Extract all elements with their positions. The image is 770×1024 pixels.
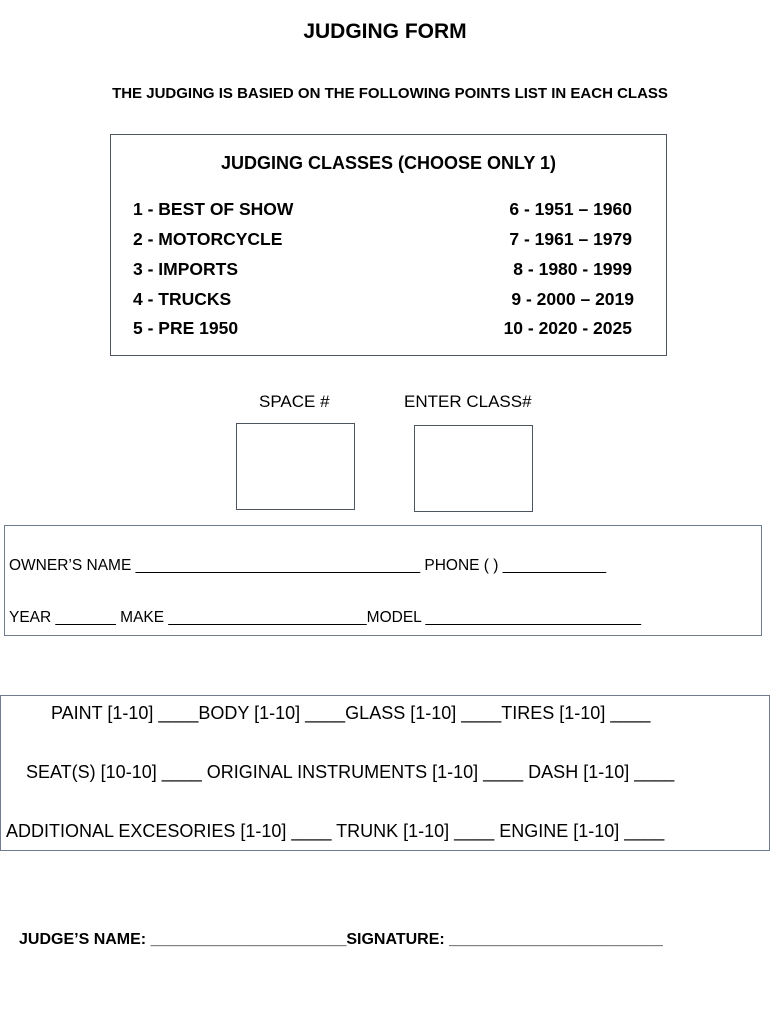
judge-name-signature-line[interactable]: JUDGE’S NAME: ______________________SIGNATURE: ________________________ xyxy=(19,931,663,948)
form-subtitle: THE JUDGING IS BASIED ON THE FOLLOWING POINTS LIST IN EACH CLASS xyxy=(112,85,668,102)
score-line-accessories-trunk-engine[interactable]: ADDITIONAL EXCESORIES [1-10] ____ TRUNK [1-10] ____ ENGINE [1-10] ____ xyxy=(6,821,665,841)
class-option-5: 5 - PRE 1950 xyxy=(133,318,239,338)
class-option-10: 10 - 2020 - 2025 xyxy=(503,318,632,338)
class-number-field[interactable] xyxy=(414,425,533,512)
score-line-paint-body-glass-tires[interactable]: PAINT [1-10] ____BODY [1-10] ____GLASS [1-10] ____TIRES [1-10] ____ xyxy=(51,703,651,723)
owner-name-phone-line[interactable]: OWNER’S NAME _________________________________ PHONE ( ) ____________ xyxy=(9,557,607,574)
owner-info-box xyxy=(4,525,762,636)
class-option-3: 3 - IMPORTS xyxy=(133,259,239,279)
class-option-1: 1 - BEST OF SHOW xyxy=(133,199,294,219)
class-option-8: 8 - 1980 - 1999 xyxy=(513,259,632,279)
class-option-9: 9 - 2000 – 2019 xyxy=(511,289,634,309)
judging-classes-box xyxy=(110,134,667,356)
class-option-4: 4 - TRUCKS xyxy=(133,289,232,309)
space-number-field[interactable] xyxy=(236,423,355,510)
class-option-2: 2 - MOTORCYCLE xyxy=(133,229,283,249)
scores-box xyxy=(0,695,770,851)
vehicle-year-make-model-line[interactable]: YEAR _______ MAKE _______________________MODEL _________________________ xyxy=(9,609,642,626)
class-option-6: 6 - 1951 – 1960 xyxy=(509,199,632,219)
score-line-seats-instruments-dash[interactable]: SEAT(S) [10-10] ____ ORIGINAL INSTRUMENTS [1-10] ____ DASH [1-10] ____ xyxy=(26,762,675,782)
enter-class-label: ENTER CLASS# xyxy=(404,392,532,411)
form-title: JUDGING FORM xyxy=(303,20,467,43)
space-number-label: SPACE # xyxy=(259,392,330,411)
class-option-7: 7 - 1961 – 1979 xyxy=(509,229,632,249)
classes-heading: JUDGING CLASSES (CHOOSE ONLY 1) xyxy=(220,153,557,173)
